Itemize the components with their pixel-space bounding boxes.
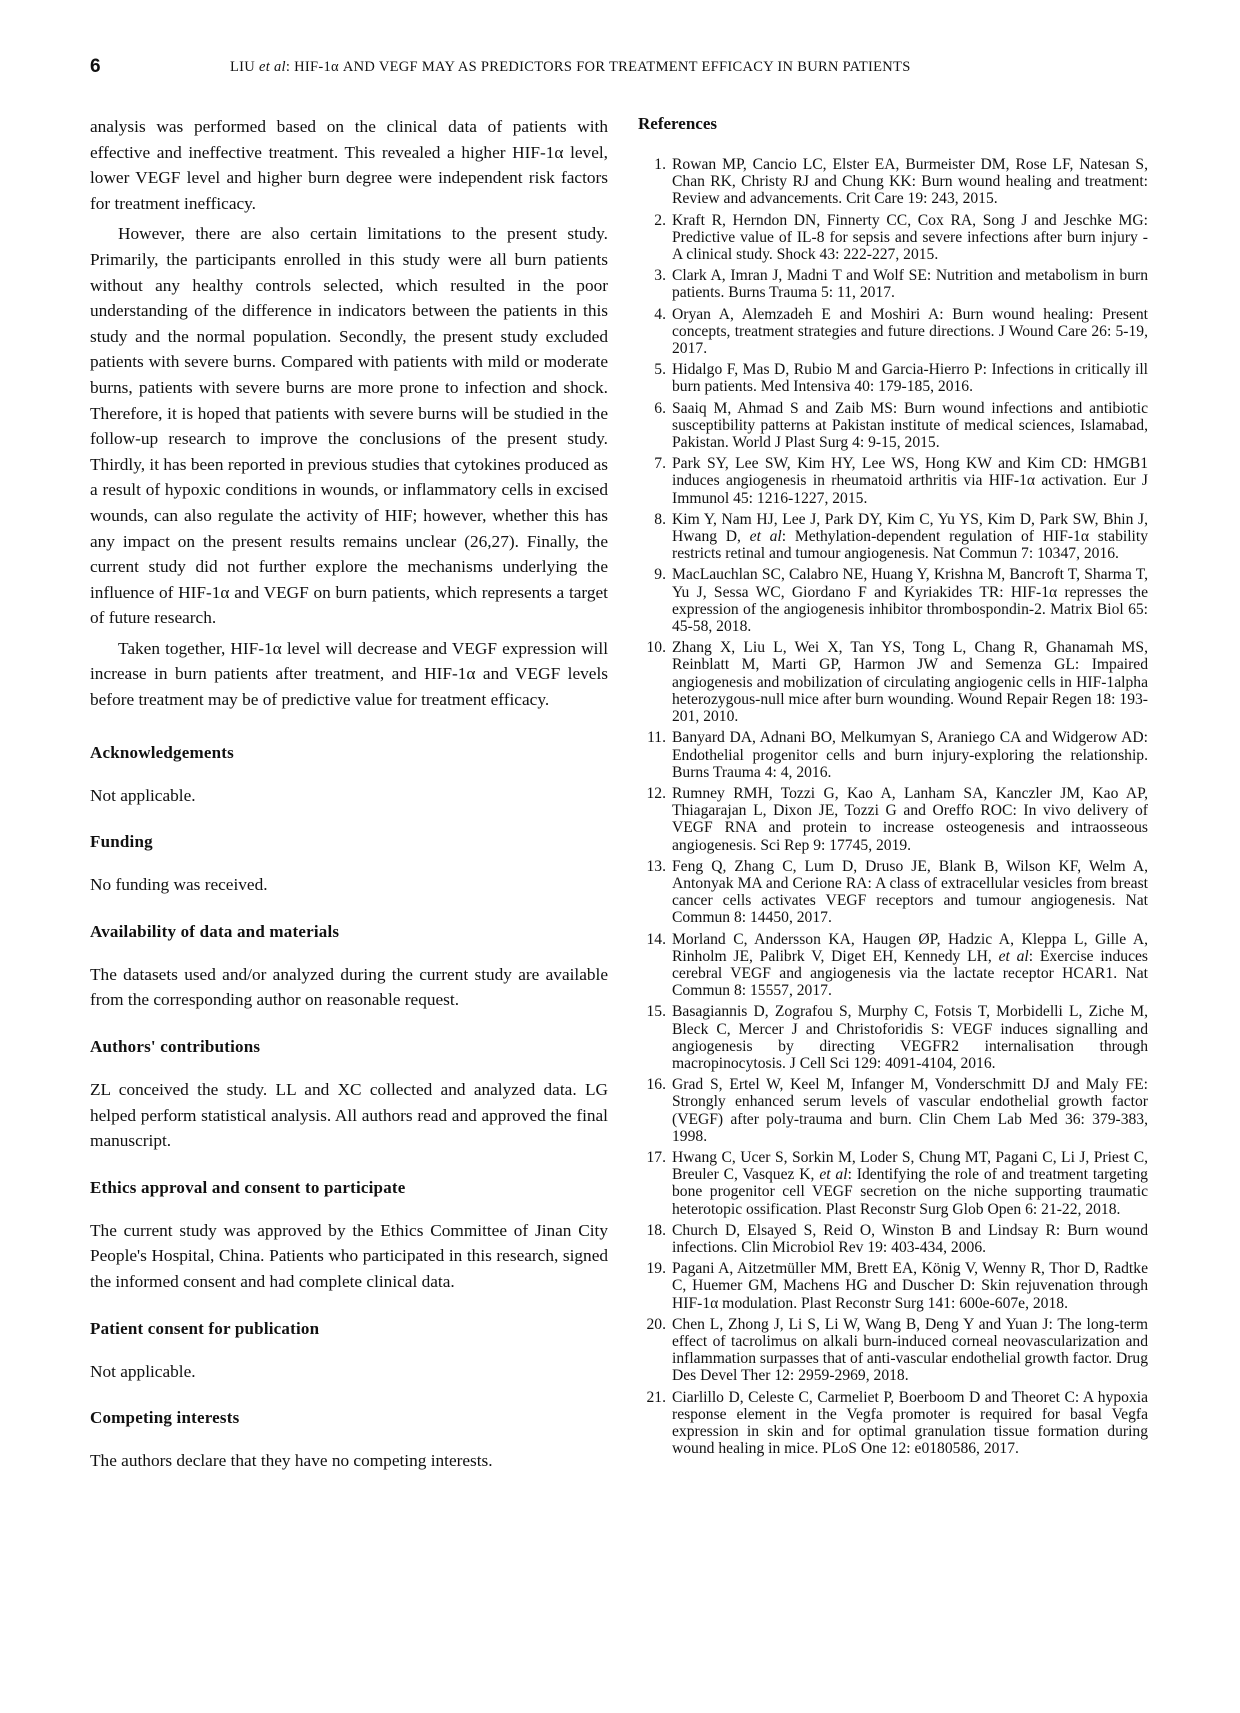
reference-number: 21.: [646, 1388, 666, 1406]
reference-item: [638, 1260, 1148, 1312]
reference-number: 9.: [654, 566, 666, 584]
reference-text: Pagani A, Aitzetmüller MM, Brett EA, König V, Wenny R, Thor D, Radtke C, Huemer GM, Machens HG and Duscher D: Skin rejuvenation through HIF-1α modulation. Plast Reconstr Surg 141: 600e-607e, 2018.: [672, 1260, 1148, 1312]
section-heading: Patient consent for publication: [90, 1318, 320, 1338]
reference-item: [638, 639, 1148, 725]
reference-number: 7.: [654, 455, 666, 473]
reference-number: 20.: [646, 1315, 666, 1333]
reference-item: [638, 400, 1148, 452]
reference-number: 14.: [646, 930, 666, 948]
reference-text: Feng Q, Zhang C, Lum D, Druso JE, Blank B, Wilson KF, Welm A, Antonyak MA and Cerione RA: A class of extracellular vesicles from breast cancer cells activates VEGF receptors and tumour angiogenesis. Nat Commun 8: 14450, 2017.: [672, 857, 1148, 927]
reference-item: [638, 858, 1148, 927]
section-body: Not applicable.: [90, 1361, 196, 1381]
reference-number: 3.: [654, 267, 666, 285]
reference-item: [638, 785, 1148, 854]
section-body: The current study was approved by the Ethics Committee of Jinan City People's Hospital, China. Patients who participated in this research, signed the informed consent and had complete clinical data.: [90, 1220, 608, 1291]
reference-text: Grad S, Ertel W, Keel M, Infanger M, Vonderschmitt DJ and Maly FE: Strongly enhanced serum levels of vascular endothelial growth factor (VEGF) after poly-trauma and burn. Clin Chem Lab Med 36: 379-383, 1998.: [672, 1076, 1148, 1145]
reference-text: Zhang X, Liu L, Wei X, Tan YS, Tong L, Chang R, Ghanamah MS, Reinblatt M, Marti GP, Harmon JW and Semenza GL: Impaired angiogenesis and mobilization of circulating angiogenic cells in HIF-1alpha heterozygous-null mice after burn wounding. Wound Repair Regen 18: 193-201, 2010.: [672, 639, 1148, 726]
reference-text: Basagiannis D, Zografou S, Murphy C, Fotsis T, Morbidelli L, Ziche M, Bleck C, Mercer J and Christoforidis S: VEGF induces signalling and angiogenesis by directing VEGFR2 internalisation through macropinocytosis. J Cell Sci 129: 4091-4104, 2016.: [672, 1003, 1148, 1072]
left-column: [90, 114, 608, 1474]
reference-number: 1.: [654, 156, 666, 173]
reference-item: [638, 1149, 1148, 1218]
section-acknowledgements: [90, 743, 608, 809]
reference-item: [638, 1389, 1148, 1458]
section-heading: Competing interests: [90, 1408, 240, 1428]
page-number: 6: [90, 56, 101, 77]
section-heading: Acknowledgements: [90, 742, 234, 762]
reference-list: [638, 156, 1148, 1457]
reference-text: Saaiq M, Ahmad S and Zaib MS: Burn wound infections and antibiotic susceptibility patterns at Pakistan institute of medical sciences, Islamabad, Pakistan. World J Plast Surg 4: 9-15, 2015.: [672, 399, 1148, 452]
reference-item: [638, 156, 1148, 208]
reference-text: Kraft R, Herndon DN, Finnerty CC, Cox RA, Song J and Jeschke MG: Predictive value of IL-8 for sepsis and severe infections after burn injury - A clinical study. Shock 43: 222-227, 2015.: [672, 211, 1148, 264]
section-availability: [90, 922, 608, 1013]
reference-text: Kim Y, Nam HJ, Lee J, Park DY, Kim C, Yu YS, Kim D, Park SW, Bhin J, Hwang D, et al: Methylation-dependent regulation of HIF-1α stability restricts retinal and tumour angiogenesis. Nat Commun 7: 10347, 2016.: [672, 510, 1148, 563]
section-funding: [90, 832, 608, 898]
section-heading: Ethics approval and consent to participate: [90, 1177, 406, 1197]
reference-item: [638, 511, 1148, 563]
body-paragraph: Taken together, HIF-1α level will decrease and VEGF expression will increase in burn patients after treatment, and HIF-1α and VEGF levels before treatment may be of predictive value for treatment efficacy.: [90, 638, 608, 710]
reference-item: [638, 1222, 1148, 1256]
reference-item: [638, 455, 1148, 507]
reference-text: Morland C, Andersson KA, Haugen ØP, Hadzic A, Kleppa L, Gille A, Rinholm JE, Palibrk V, Diget EH, Kennedy LH, et al: Exercise induces cerebral VEGF and angiogenesis via the lactate receptor HCAR1. Nat Commun 8: 15557, 2017.: [672, 930, 1148, 1000]
reference-number: 18.: [646, 1221, 666, 1239]
reference-number: 12.: [646, 784, 666, 802]
reference-number: 5.: [654, 361, 666, 379]
reference-number: 11.: [647, 729, 666, 747]
reference-item: [638, 306, 1148, 358]
reference-number: 13.: [646, 857, 666, 875]
body-paragraph: analysis was performed based on the clinical data of patients with effective and ineffective treatment. This revealed a higher HIF-1α level, lower VEGF level and higher burn degree were independent risk factors for treatment inefficacy.: [90, 117, 608, 213]
reference-item: [638, 1076, 1148, 1145]
section-body: ZL conceived the study. LL and XC collected and analyzed data. LG helped perform statistical analysis. All authors read and approved the final manuscript.: [90, 1080, 608, 1151]
reference-item: [638, 566, 1148, 635]
reference-item: [638, 1003, 1148, 1072]
section-ethics: [90, 1178, 608, 1295]
section-patient-consent: [90, 1319, 608, 1385]
section-competing-interests: [90, 1408, 608, 1474]
reference-item: [638, 931, 1148, 1000]
reference-text: MacLauchlan SC, Calabro NE, Huang Y, Krishna M, Bancroft T, Sharma T, Yu J, Sessa WC, Giordano F and Kyriakides TR: HIF-1α represses the expression of the angiogenesis inhibitor thrombospondin-2. Matrix Biol 65: 45-58, 2018.: [672, 566, 1148, 636]
reference-text: Ciarlillo D, Celeste C, Carmeliet P, Boerboom D and Theoret C: A hypoxia response element in the Vegfa promoter is required for basal Vegfa expression in skin and for optimal granulation tissue formation during wound healing in mice. PLoS One 12: e0180586, 2017.: [672, 1388, 1148, 1458]
reference-text: Rowan MP, Cancio LC, Elster EA, Burmeister DM, Rose LF, Natesan S, Chan RK, Christy RJ and Chung KK: Burn wound healing and treatment: Review and advancements. Crit Care 19: 243, 2015.: [672, 156, 1148, 208]
section-heading: Availability of data and materials: [90, 921, 340, 941]
reference-number: 4.: [654, 305, 666, 323]
reference-text: Oryan A, Alemzadeh E and Moshiri A: Burn wound healing: Present concepts, treatment strategies and future directions. J Wound Care 26: 5-19, 2017.: [672, 305, 1148, 358]
body-paragraph: However, there are also certain limitations to the present study. Primarily, the participants enrolled in this study were all burn patients without any healthy controls selected, which resulted in the poor understanding of the difference in indicators between the patients in this study and the normal population. Secondly, the present study excluded patients with severe burns. Compared with patients with mild or moderate burns, patients with severe burns are more prone to infection and shock. Therefore, it is hoped that patients with severe burns will be studied in the follow-up research to improve the conclusions of the present study. Thirdly, it has been reported in previous studies that cytokines produced as a result of hypoxic conditions in wounds, or inflammatory cells in excised wounds, can also regulate the activity of HIF; however, whether this has any impact on the present results remains unclear (26,27). Finally, the current study did not further explore the mechanisms underlying the influence of HIF-1α and VEGF on burn patients, which represents a target of future research.: [90, 224, 608, 628]
reference-number: 10.: [646, 639, 666, 657]
reference-text: Hwang C, Ucer S, Sorkin M, Loder S, Chung MT, Pagani C, Li J, Priest C, Breuler C, Vasquez K, et al: Identifying the role of and treatment targeting bone progenitor cell VEGF secretion on the niche supporting traumatic heterotopic ossification. Plast Reconstr Surg Glob Open 6: 21-22, 2018.: [672, 1148, 1148, 1218]
section-body: No funding was received.: [90, 875, 268, 895]
running-head: LIU et al: HIF-1α AND VEGF MAY AS PREDICTORS FOR TREATMENT EFFICACY IN BURN PATIENTS: [230, 59, 911, 75]
reference-text: Banyard DA, Adnani BO, Melkumyan S, Araniego CA and Widgerow AD: Endothelial progenitor cells and burn injury-exploring the relationship. Burns Trauma 4: 4, 2016.: [672, 729, 1148, 781]
reference-number: 8.: [654, 510, 666, 528]
reference-text: Hidalgo F, Mas D, Rubio M and Garcia-Hierro P: Infections in critically ill burn patients. Med Intensiva 40: 179-185, 2016.: [672, 361, 1148, 396]
reference-number: 6.: [654, 399, 666, 417]
reference-number: 19.: [646, 1260, 666, 1278]
right-column: [638, 114, 1148, 1461]
section-heading: Authors' contributions: [90, 1037, 261, 1057]
reference-text: Clark A, Imran J, Madni T and Wolf SE: Nutrition and metabolism in burn patients. Burns Trauma 5: 11, 2017.: [672, 267, 1148, 302]
page-header: [90, 56, 1150, 80]
reference-text: Chen L, Zhong J, Li S, Li W, Wang B, Deng Y and Yuan J: The long-term effect of tacrolimus on alkali burn-induced corneal neovascularization and inflammation surpasses that of anti-vascular endothelial growth factor. Drug Des Devel Ther 12: 2959-2969, 2018.: [672, 1315, 1148, 1385]
section-heading: Funding: [90, 832, 153, 852]
section-body: The authors declare that they have no competing interests.: [90, 1451, 493, 1471]
reference-number: 15.: [646, 1003, 666, 1021]
section-body: Not applicable.: [90, 785, 196, 805]
reference-item: [638, 212, 1148, 264]
reference-number: 17.: [646, 1148, 666, 1166]
reference-text: Rumney RMH, Tozzi G, Kao A, Lanham SA, Kanczler JM, Kao AP, Thiagarajan L, Dixon JE, Tozzi G and Oreffo ROC: In vivo delivery of VEGF RNA and protein to increase osteogenesis and intraosseous angiogenesis. Sci Rep 9: 17745, 2019.: [672, 784, 1148, 854]
reference-number: 2.: [654, 211, 666, 229]
reference-text: Park SY, Lee SW, Kim HY, Lee WS, Hong KW and Kim CD: HMGB1 induces angiogenesis in rheumatoid arthritis via HIF-1α activation. Eur J Immunol 45: 1216-1227, 2015.: [672, 455, 1148, 507]
reference-text: Church D, Elsayed S, Reid O, Winston B and Lindsay R: Burn wound infections. Clin Microbiol Rev 19: 403-434, 2006.: [672, 1221, 1148, 1256]
reference-item: [638, 267, 1148, 301]
references-heading: References: [638, 114, 717, 133]
section-body: The datasets used and/or analyzed during the current study are available from the corresponding author on reasonable request.: [90, 964, 608, 1010]
section-authors-contributions: [90, 1037, 608, 1154]
reference-item: [638, 729, 1148, 781]
reference-item: [638, 1316, 1148, 1385]
reference-item: [638, 361, 1148, 395]
reference-number: 16.: [646, 1076, 666, 1094]
